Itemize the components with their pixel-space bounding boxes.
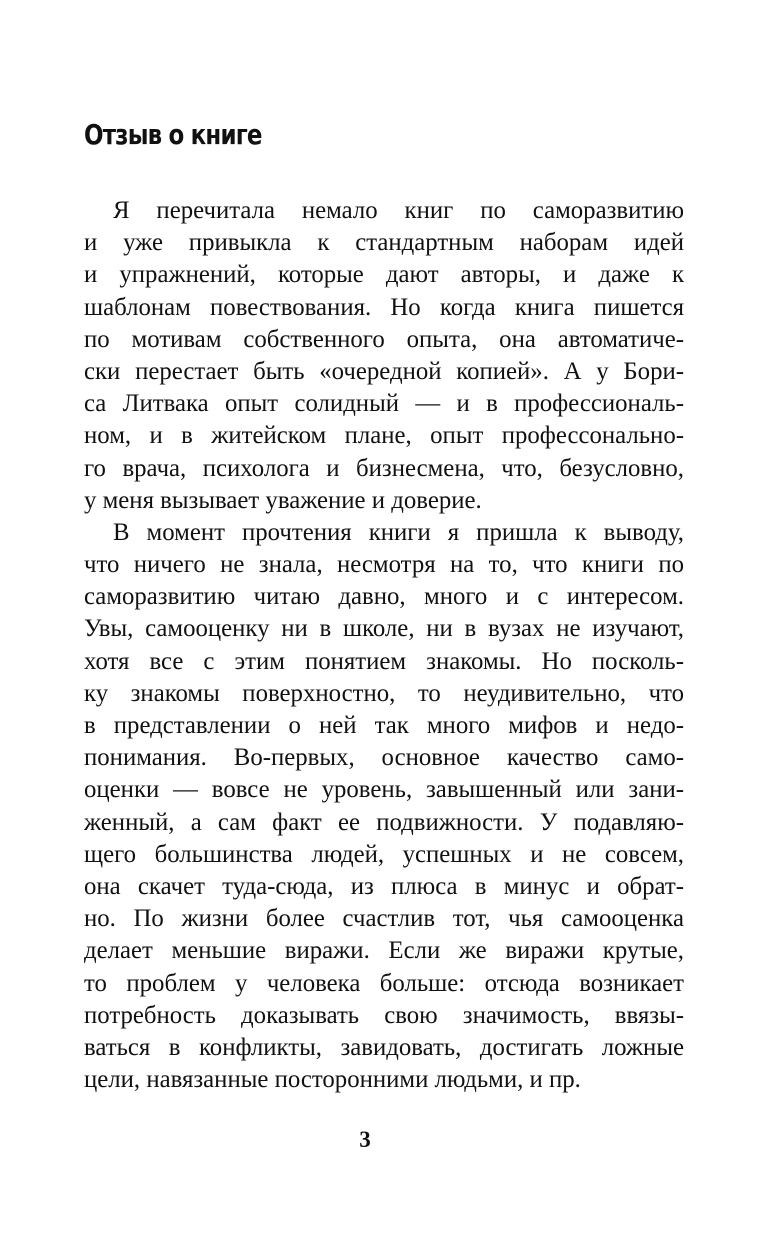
text-line: она скачет туда-сюда, из плюса в минус и обрат- [84, 872, 684, 900]
text-line: что ничего не знала, несмотря на то, что книги по [84, 551, 684, 579]
text-line: но. По жизни более счастлив тот, чья самооценка [84, 905, 684, 933]
text-line: хотя все с этим понятием знакомы. Но посколь- [84, 647, 684, 675]
body-text [84, 195, 684, 1096]
paragraph-2 [84, 517, 684, 1096]
text-line: са Литвака опыт солидный — и в профессиональ- [84, 390, 684, 418]
text-line: оценки — вовсе не уровень, завышенный или зани- [84, 776, 684, 804]
text-line: Увы, самооценку ни в школе, ни в вузах не изучают, [84, 615, 684, 643]
text-line: у меня вызывает уважение и доверие. [84, 486, 482, 514]
text-line: женный, а сам факт ее подвижности. У подавляю- [84, 808, 684, 836]
text-line: в представлении о ней так много мифов и недо- [84, 712, 684, 739]
text-line: ваться в конфликты, завидовать, достигать ложные [84, 1033, 684, 1061]
text-line: и уже привыкла к стандартным наборам идей [84, 229, 684, 257]
text-line: делает меньшие виражи. Если же виражи крутые, [84, 937, 684, 965]
text-line: В момент прочтения книги я пришла к выводу, [113, 518, 684, 546]
text-line: то проблем у человека больше: отсюда возникает [84, 969, 684, 997]
text-line: потребность доказывать свою значимость, ввязы- [84, 1001, 684, 1029]
text-line: ски перестает быть «очередной копией». А у Бори- [84, 357, 684, 385]
text-line: ном, и в житейском плане, опыт профессонально- [84, 422, 684, 450]
text-line: саморазвитию читаю давно, много и с интересом. [84, 583, 684, 611]
paragraph-1 [84, 195, 684, 517]
text-line: шаблонам повествования. Но когда книга пишется [84, 293, 684, 321]
text-line: цели, навязанные посторонними людьми, и пр. [84, 1066, 581, 1094]
page-title: Отзыв о книге [84, 118, 262, 151]
text-line: Я перечитала немало книг по саморазвитию [113, 197, 684, 224]
text-line: го врача, психолога и бизнесмена, что, безусловно, [84, 454, 684, 482]
text-line: и упражнений, которые дают авторы, и даже к [84, 261, 684, 289]
page-number: 3 [359, 1127, 371, 1152]
text-line: щего большинства людей, успешных и не совсем, [84, 840, 684, 868]
text-line: ку знакомы поверхностно, то неудивительно, что [84, 679, 684, 707]
text-line: по мотивам собственного опыта, она автоматиче- [84, 325, 684, 353]
text-line: понимания. Во-первых, основное качество само- [84, 744, 684, 772]
